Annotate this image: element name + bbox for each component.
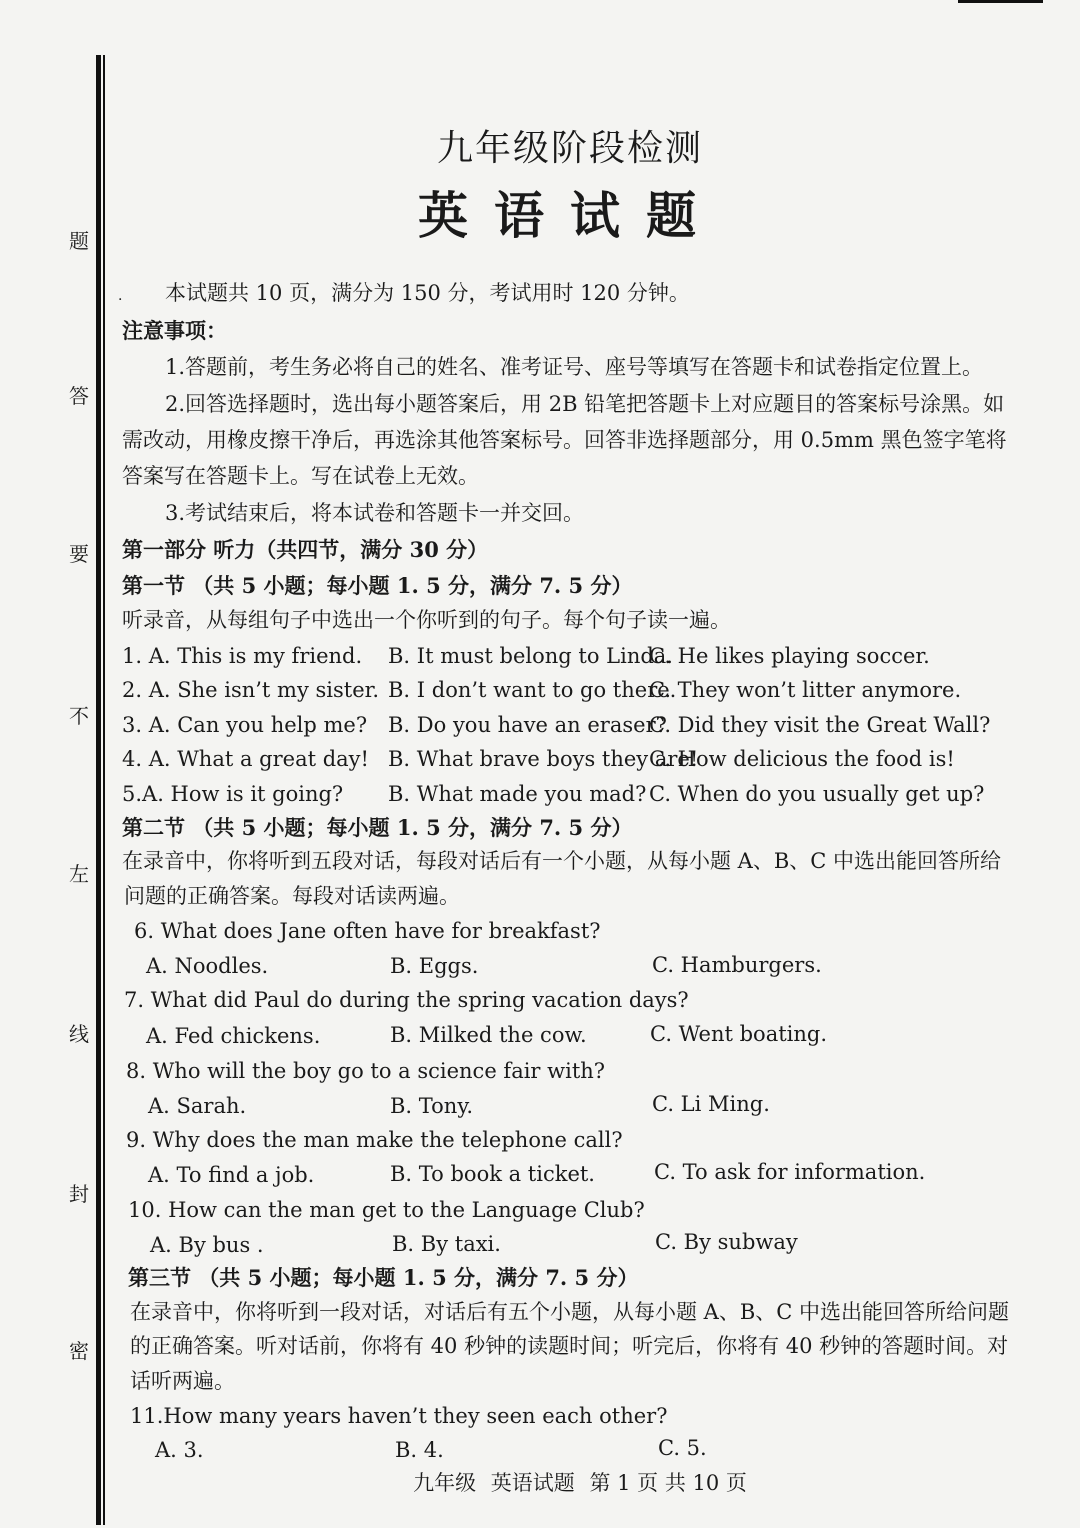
section3-instruction-cont: 话听两遍。 bbox=[130, 1369, 235, 1393]
question-7-option-a: A. Fed chickens. bbox=[146, 1024, 321, 1048]
question-6-option-b: B. Eggs. bbox=[390, 954, 479, 978]
notes-heading: 注意事项： bbox=[122, 318, 227, 343]
part1-heading: 第一部分 听力（共四节，满分 30 分） bbox=[122, 537, 489, 562]
question-11-option-a: A. 3. bbox=[155, 1438, 204, 1462]
section1-instruction: 听录音，从每组句子中选出一个你听到的句子。每个句子读一遍。 bbox=[122, 608, 731, 632]
seal-char: 要 bbox=[69, 542, 89, 566]
top-edge-mark bbox=[958, 0, 1043, 3]
seal-char: 封 bbox=[69, 1182, 89, 1206]
question-10-option-b: B. By taxi. bbox=[392, 1232, 501, 1256]
seal-char: 答 bbox=[69, 384, 89, 408]
question-5-option-c: C. When do you usually get up? bbox=[649, 782, 985, 806]
question-6-option-a: A. Noodles. bbox=[146, 954, 269, 978]
question-3-option-b: B. Do you have an eraser? bbox=[388, 713, 667, 737]
question-1-option-c: C. He likes playing soccer. bbox=[649, 644, 930, 668]
question-2-option-b: B. I don’t want to go there. bbox=[388, 678, 677, 702]
binding-line-thin bbox=[103, 55, 105, 1525]
question-5-option-a: 5.A. How is it going? bbox=[122, 782, 344, 806]
note-item-2-cont: 答案写在答题卡上。写在试卷上无效。 bbox=[122, 464, 479, 488]
section2-instruction-cont: 问题的正确答案。每段对话读两遍。 bbox=[124, 884, 460, 908]
question-11-option-c: C. 5. bbox=[658, 1436, 707, 1460]
question-8: 8. Who will the boy go to a science fair with? bbox=[126, 1059, 606, 1083]
question-10: 10. How can the man get to the Language Club? bbox=[128, 1198, 645, 1222]
seal-char: 题 bbox=[69, 229, 89, 253]
section3-heading: 第三节 （共 5 小题；每小题 1. 5 分，满分 7. 5 分） bbox=[128, 1265, 639, 1290]
question-1-option-b: B. It must belong to Linda. bbox=[388, 644, 673, 668]
question-11: 11.How many years haven’t they seen each other? bbox=[130, 1404, 668, 1428]
page-footer bbox=[0, 1467, 1080, 1497]
question-1-option-a: 1. A. This is my friend. bbox=[122, 644, 363, 668]
question-7-option-b: B. Milked the cow. bbox=[390, 1023, 587, 1047]
question-8-option-c: C. Li Ming. bbox=[652, 1092, 770, 1116]
question-10-option-a: A. By bus . bbox=[150, 1233, 264, 1257]
question-8-option-b: B. Tony. bbox=[390, 1094, 474, 1118]
note-item-1: 1.答题前，考生务必将自己的姓名、准考证号、座号等填写在答题卡和试卷指定位置上。 bbox=[165, 355, 984, 379]
question-6: 6. What does Jane often have for breakfast? bbox=[134, 919, 601, 943]
question-9: 9. Why does the man make the telephone call? bbox=[126, 1128, 623, 1152]
exam-title-grade: 九年级阶段检测 bbox=[436, 128, 703, 169]
note-item-2: 2.回答选择题时，选出每小题答案后，用 2B 铅笔把答题卡上对应题目的答案标号涂黑。如 bbox=[165, 392, 1005, 416]
seal-char: 线 bbox=[69, 1022, 89, 1046]
section3-instruction-cont: 的正确答案。听对话前，你将有 40 秒钟的读题时间；听完后，你将有 40 秒钟的答题时间。对 bbox=[130, 1334, 1009, 1358]
question-4-option-b: B. What brave boys they are! bbox=[388, 747, 699, 771]
section2-heading: 第二节 （共 5 小题；每小题 1. 5 分，满分 7. 5 分） bbox=[122, 815, 633, 840]
scan-dot: · bbox=[118, 292, 123, 308]
question-9-option-b: B. To book a ticket. bbox=[390, 1162, 595, 1186]
question-3-option-a: 3. A. Can you help me? bbox=[122, 713, 368, 737]
question-7: 7. What did Paul do during the spring vacation days? bbox=[124, 988, 689, 1012]
question-11-option-b: B. 4. bbox=[395, 1438, 444, 1462]
footer-subject: 英语试题 bbox=[490, 1471, 575, 1495]
question-2-option-a: 2. A. She isn’t my sister. bbox=[122, 678, 380, 702]
binding-line-thick bbox=[96, 55, 101, 1525]
intro-text: 本试题共 10 页，满分为 150 分，考试用时 120 分钟。 bbox=[165, 281, 690, 305]
note-item-3: 3.考试结束后，将本试卷和答题卡一并交回。 bbox=[165, 501, 585, 525]
question-4-option-c: C. How delicious the food is! bbox=[649, 747, 955, 771]
seal-char: 密 bbox=[69, 1339, 89, 1363]
question-8-option-a: A. Sarah. bbox=[148, 1094, 247, 1118]
section2-instruction: 在录音中，你将听到五段对话，每段对话后有一个小题，从每小题 A、B、C 中选出能回答所给 bbox=[122, 849, 1002, 873]
seal-char: 不 bbox=[69, 704, 89, 728]
question-5-option-b: B. What made you mad? bbox=[388, 782, 647, 806]
question-10-option-c: C. By subway bbox=[655, 1230, 798, 1254]
section1-heading: 第一节 （共 5 小题；每小题 1. 5 分，满分 7. 5 分） bbox=[122, 573, 633, 598]
seal-char: 左 bbox=[69, 862, 89, 886]
question-7-option-c: C. Went boating. bbox=[650, 1022, 828, 1046]
question-9-option-a: A. To find a job. bbox=[148, 1163, 315, 1187]
question-9-option-c: C. To ask for information. bbox=[654, 1160, 926, 1184]
section3-instruction: 在录音中，你将听到一段对话，对话后有五个小题，从每小题 A、B、C 中选出能回答所给问题 bbox=[130, 1300, 1010, 1324]
question-3-option-c: C. Did they visit the Great Wall? bbox=[649, 713, 991, 737]
exam-title-subject: 英语试题 bbox=[418, 186, 722, 245]
question-4-option-a: 4. A. What a great day! bbox=[122, 747, 369, 771]
footer-page-number: 第 1 页 共 10 页 bbox=[589, 1471, 747, 1495]
question-2-option-c: C. They won’t litter anymore. bbox=[649, 678, 962, 702]
footer-grade: 九年级 bbox=[413, 1471, 477, 1495]
note-item-2-cont: 需改动，用橡皮擦干净后，再选涂其他答案标号。回答非选择题部分，用 0.5mm 黑色签字笔将 bbox=[122, 428, 1007, 452]
question-6-option-c: C. Hamburgers. bbox=[652, 953, 822, 977]
